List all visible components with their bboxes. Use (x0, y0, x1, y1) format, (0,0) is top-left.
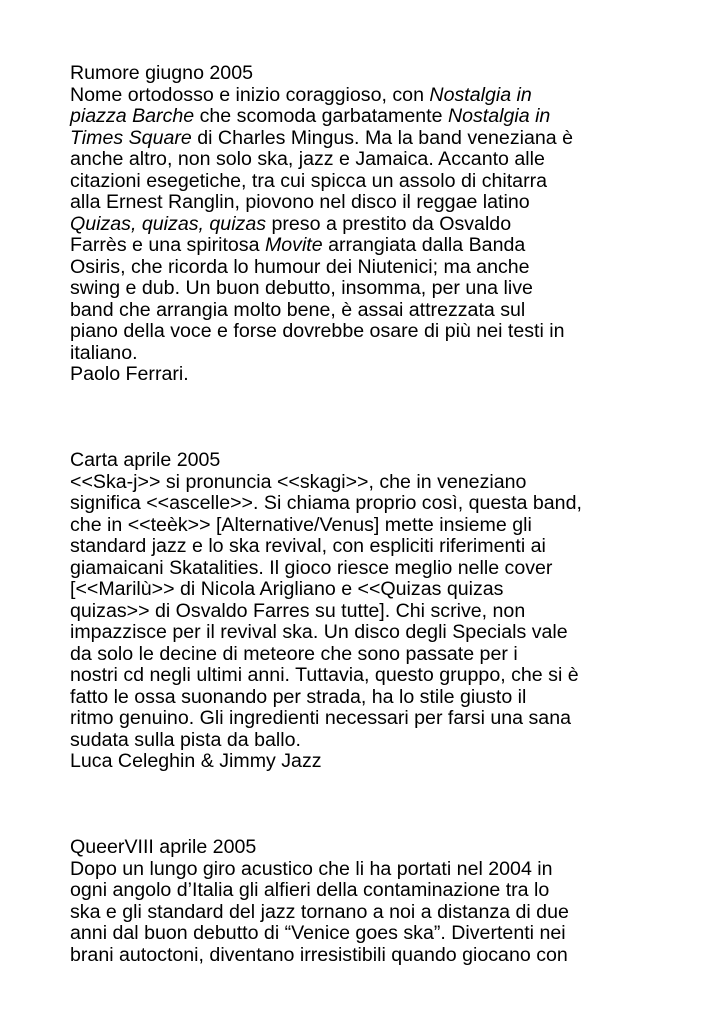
text-line: <<Ska-j>> si pronuncia <<skagi>>, che in veneziano (70, 470, 527, 493)
text-line (70, 235, 670, 257)
text-line (70, 321, 670, 343)
document-page (70, 63, 670, 966)
review-header: Carta aprile 2005 (70, 449, 221, 471)
text-line (70, 171, 670, 193)
review-queer (70, 837, 670, 966)
section-gap (70, 773, 670, 838)
review-author: Luca Celeghin & Jimmy Jazz (70, 750, 322, 772)
review-rumore (70, 63, 670, 386)
text-line: Dopo un lungo giro acustico che li ha portati nel 2004 in (70, 857, 553, 880)
text-run: piano della voce e forse dovrebbe osare di più nei testi in (70, 320, 565, 342)
text-line: [<<Marilù>> di Nicola Arigliano e <<Quizas quizas (70, 578, 504, 600)
review-body (70, 85, 670, 365)
text-line: quizas>> di Osvaldo Farres su tutte]. Chi scrive, non (70, 599, 526, 622)
text-line: giamaicani Skatalities. Il gioco riesce meglio nelle cover (70, 556, 553, 579)
text-line (70, 300, 670, 322)
review-header: QueerVIII aprile 2005 (70, 836, 257, 858)
section-gap (70, 386, 670, 451)
text-line (70, 343, 670, 365)
text-line: ritmo genuino. Gli ingredienti necessari per farsi una sana (70, 707, 571, 729)
text-run: Farrès e una spiritosa (70, 234, 265, 256)
text-line (70, 278, 670, 300)
text-line: sudata sulla pista da ballo. (70, 728, 301, 751)
text-line (70, 257, 670, 279)
italic-title: piazza Barche (70, 105, 195, 127)
text-line (70, 106, 670, 128)
text-line: ogni angolo d’Italia gli alfieri della contaminazione tra lo (70, 879, 550, 901)
text-line: significa <<ascelle>>. Si chiama proprio così, questa band, (70, 492, 582, 514)
italic-title: Times Square (70, 126, 192, 149)
text-line: anni dal buon debutto di “Venice goes ska”. Divertenti nei (70, 922, 566, 944)
text-line: ska e gli standard del jazz tornano a noi a distanza di due (70, 900, 569, 923)
text-line: brani autoctoni, diventano irresistibili quando giocano con (70, 943, 568, 966)
review-carta (70, 450, 670, 773)
italic-title: Movite (264, 234, 323, 256)
text-run: band che arrangia molto bene, è assai attrezzata sul (70, 298, 526, 321)
text-run: Nome ortodosso e inizio coraggioso, con (70, 83, 430, 106)
text-run: citazioni esegetiche, tra cui spicca un assolo di chitarra (70, 169, 548, 192)
text-run: arrangiata dalla Banda (322, 234, 526, 256)
text-line (70, 128, 670, 150)
review-body (70, 472, 670, 752)
review-body (70, 859, 670, 967)
text-line (70, 192, 670, 214)
text-run: Osiris, che ricorda lo humour dei Niutenici; ma anche (70, 255, 530, 278)
text-line: impazzisce per il revival ska. Un disco degli Specials vale (70, 621, 568, 643)
text-run: anche altro, non solo ska, jazz e Jamaica. Accanto alle (70, 148, 545, 170)
text-run: preso a prestito da Osvaldo (266, 212, 512, 235)
text-line: fatto le ossa suonando per strada, ha lo stile giusto il (70, 685, 527, 708)
text-run: italiano. (70, 341, 138, 364)
text-line (70, 149, 670, 171)
italic-title: Nostalgia in (447, 105, 551, 127)
italic-title: Quizas, quizas, quizas (70, 212, 267, 235)
text-line: standard jazz e lo ska revival, con espliciti riferimenti ai (70, 535, 546, 557)
text-line: nostri cd negli ultimi anni. Tuttavia, questo gruppo, che si è (70, 664, 579, 686)
review-author: Paolo Ferrari. (70, 363, 189, 385)
text-line (70, 214, 670, 236)
review-header: Rumore giugno 2005 (70, 62, 254, 84)
text-line: che in <<teèk>> [Alternative/Venus] mette insieme gli (70, 513, 532, 536)
text-run: alla Ernest Ranglin, piovono nel disco il reggae latino (70, 191, 530, 213)
text-line (70, 85, 670, 107)
text-run: di Charles Mingus. Ma la band veneziana è (191, 126, 574, 149)
text-line: da solo le decine di meteore che sono passate per i (70, 642, 518, 665)
text-run: che scomoda garbatamente (194, 105, 448, 127)
text-run: swing e dub. Un buon debutto, insomma, per una live (70, 277, 533, 299)
italic-title: Nostalgia in (429, 83, 532, 106)
